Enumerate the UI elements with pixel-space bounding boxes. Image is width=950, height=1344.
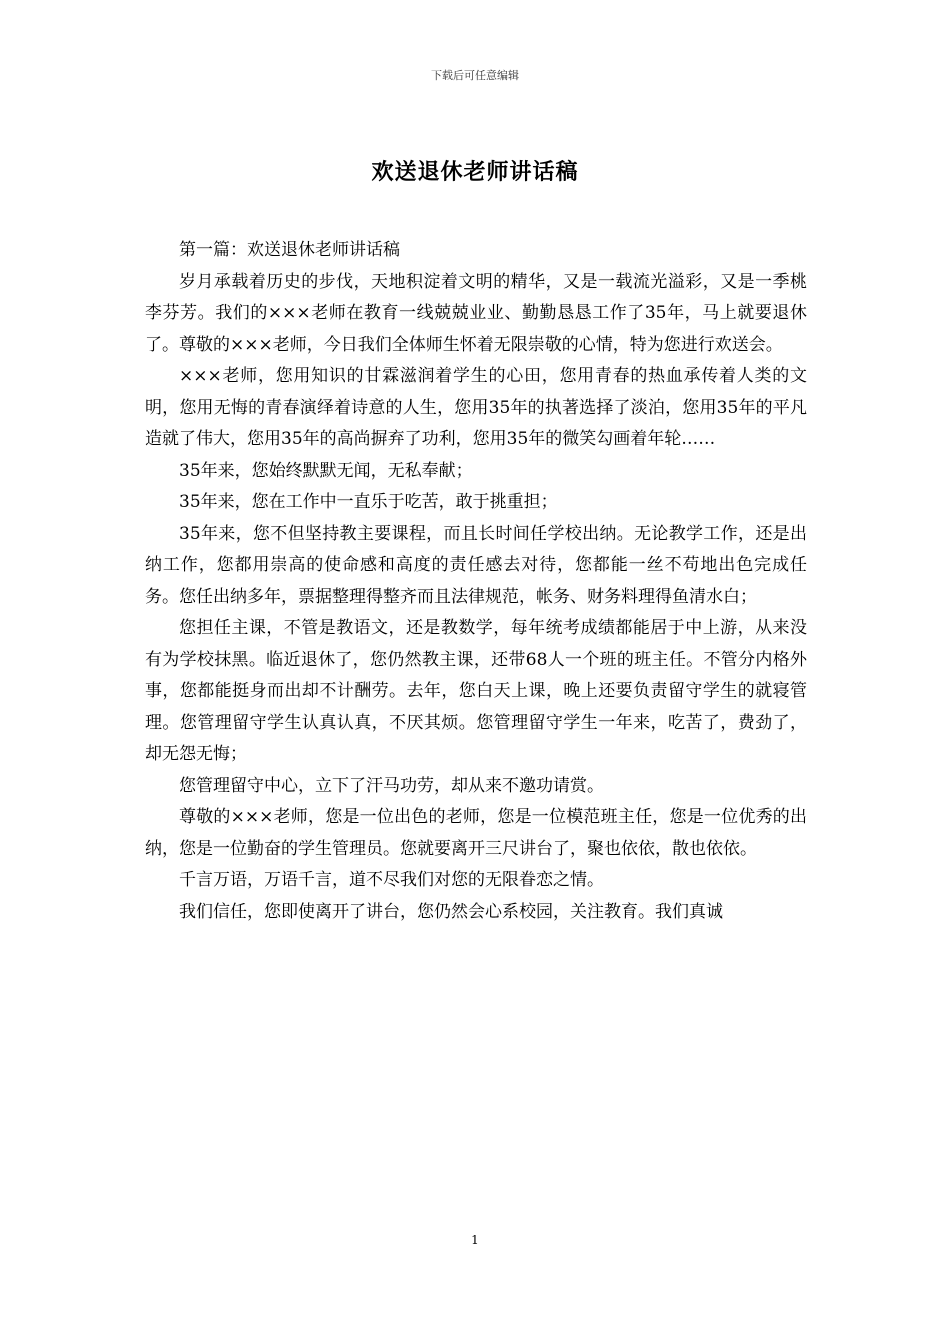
- document-title: 欢送退休老师讲话稿: [371, 159, 579, 185]
- paragraph: 35年来，您不但坚持教主要课程，而且长时间任学校出纳。无论教学工作，还是出纳工作，您都用崇高的使命感和高度的责任感去对待，您都能一丝不苟地出色完成任务。您任出纳多年，票据整理得整齐而且法律规范，帐务、财务料理得鱼清水白；: [145, 523, 807, 607]
- paragraph: 您管理留守中心，立下了汗马功劳，却从来不邀功请赏。: [179, 775, 604, 796]
- paragraph: 我们信任，您即使离开了讲台，您仍然会心系校园，关注教育。我们真诚: [179, 901, 723, 922]
- page-number: 1: [471, 1233, 479, 1247]
- paragraph: 35年来，您始终默默无闻，无私奉献；: [179, 460, 473, 481]
- paragraph: ×××老师，您用知识的甘霖滋润着学生的心田，您用青春的热血承传着人类的文明，您用无悔的青春演绎着诗意的人生，您用35年的执著选择了淡泊，您用35年的平凡造就了伟大，您用35年的高尚摒弃了功利，您用35年的微笑勾画着年轮……: [145, 366, 807, 449]
- paragraph: 千言万语，万语千言，道不尽我们对您的无限眷恋之情。: [179, 870, 604, 890]
- document-body: [145, 235, 807, 928]
- paragraph: 尊敬的×××老师，您是一位出色的老师，您是一位模范班主任，您是一位优秀的出纳，您是一位勤奋的学生管理员。您就要离开三尺讲台了，聚也依依，散也依依。: [145, 807, 807, 859]
- header-note: 下载后可任意编辑: [431, 69, 519, 82]
- paragraph: 35年来，您在工作中一直乐于吃苦，敢于挑重担；: [179, 492, 558, 512]
- paragraph: 岁月承载着历史的步伐，天地积淀着文明的精华，又是一载流光溢彩，又是一季桃李芬芳。我们的×××老师在教育一线兢兢业业、勤勤恳恳工作了35年，马上就要退休了。尊敬的×××老师，今日我们全体师生怀着无限崇敬的心情，特为您进行欢送会。: [145, 271, 807, 355]
- section-heading: 第一篇：欢送退休老师讲话稿: [179, 240, 400, 260]
- paragraph: 您担任主课，不管是教语文，还是教数学，每年统考成绩都能居于中上游，从来没有为学校抹黑。临近退休了，您仍然教主课，还带68人一个班的班主任。不管分内格外事，您都能挺身而出却不计酬劳。去年，您白天上课，晚上还要负责留守学生的就寝管理。您管理留守学生认真认真，不厌其烦。您管理留守学生一年来，吃苦了，费劲了，却无怨无悔；: [145, 618, 807, 764]
